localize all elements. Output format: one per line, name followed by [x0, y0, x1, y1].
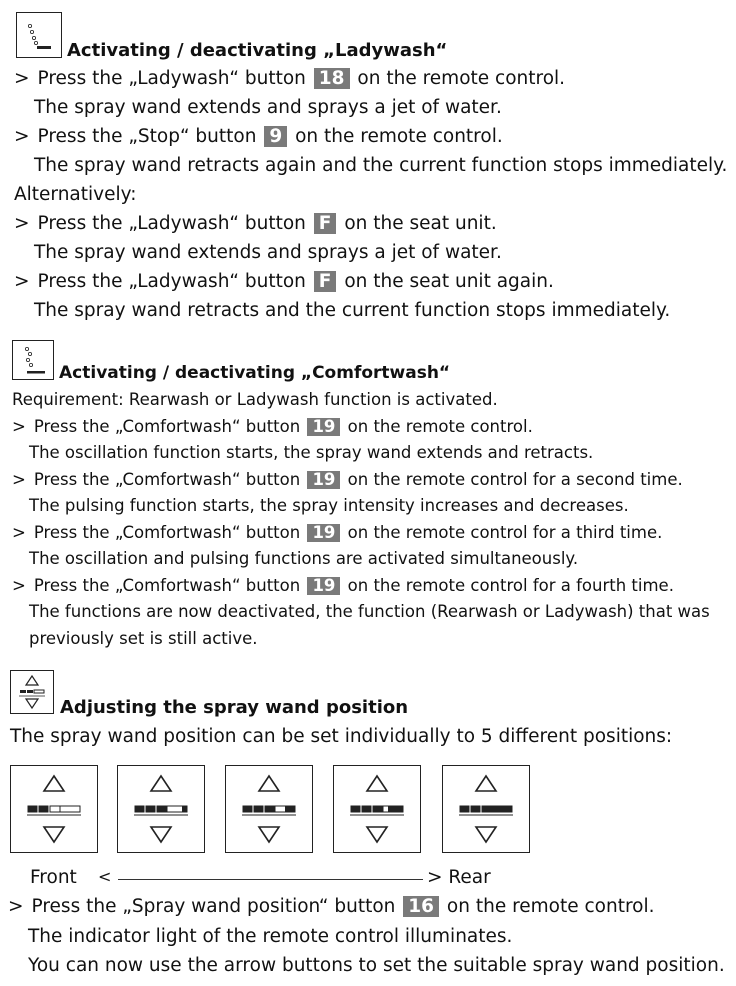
result-text: The oscillation function starts, the spray wand extends and retracts.	[29, 443, 594, 462]
instruction-step	[14, 271, 554, 292]
bullet-marker: >	[14, 68, 30, 89]
button-number-badge: 19	[307, 524, 340, 543]
spray-wand-position-2-box	[117, 765, 205, 853]
step-text: Press the „Ladywash“ button	[37, 68, 312, 89]
wand-bar-fill	[492, 806, 512, 812]
result-text: The indicator light of the remote control illuminates.	[28, 925, 513, 947]
button-number-badge: 19	[307, 418, 340, 437]
instruction-step	[14, 68, 565, 89]
step-text: Press the „Spray wand position“ button	[31, 896, 402, 917]
button-number-badge: 19	[307, 471, 340, 490]
result-text: The spray wand extends and sprays a jet of water.	[34, 97, 502, 118]
wand-segment	[460, 806, 469, 812]
step-text-suffix: on the remote control.	[441, 896, 655, 917]
wand-segment	[482, 806, 492, 812]
spray-wand-position-3-box	[225, 765, 313, 853]
wand-segment	[265, 806, 275, 812]
button-number-badge: F	[314, 213, 337, 234]
wand-segment	[157, 806, 167, 812]
position-indicator-icon	[334, 766, 420, 852]
position-indicator-icon	[226, 766, 312, 852]
bullet-marker: >	[14, 213, 30, 234]
step-text-suffix: on the remote control for a fourth time.	[342, 575, 674, 595]
step-text: Press the „Ladywash“ button	[37, 213, 312, 234]
result-text: The spray wand extends and sprays a jet of water.	[34, 242, 502, 263]
step-text: Press the „Stop“ button	[37, 126, 263, 147]
up-arrow-icon	[367, 776, 387, 791]
button-number-badge: 18	[314, 68, 350, 89]
bullet-marker: >	[12, 575, 26, 595]
wand-segment	[471, 806, 480, 812]
section-title-comfortwash: Activating / deactivating „Comfortwash“	[59, 363, 451, 383]
down-arrow-icon	[259, 827, 279, 842]
bullet-marker: >	[8, 896, 24, 917]
step-text: Press the „Comfortwash“ button	[33, 522, 306, 542]
button-number-badge: 19	[307, 577, 340, 596]
down-arrow-icon	[476, 827, 496, 842]
instruction-step	[8, 896, 655, 917]
step-text: Press the „Comfortwash“ button	[33, 575, 306, 595]
section-title-ladywash: Activating / deactivating „Ladywash“	[67, 40, 448, 61]
button-number-badge: F	[314, 271, 337, 292]
spray-wand-position-icon	[10, 670, 54, 714]
instruction-step	[12, 470, 683, 490]
instruction-step	[14, 213, 497, 234]
result-text: The spray wand retracts again and the current function stops immediately.	[34, 155, 728, 176]
section-title-spray-wand-position: Adjusting the spray wand position	[60, 697, 409, 718]
front-rear-scale-line	[118, 879, 423, 880]
wand-bar-fill	[388, 806, 403, 812]
step-text-suffix: on the remote control.	[289, 126, 503, 147]
spray-wand-position-1-box	[10, 765, 98, 853]
step-text: Press the „Comfortwash“ button	[33, 416, 306, 436]
wand-segment	[28, 806, 37, 812]
wand-segment	[254, 806, 263, 812]
wand-bar	[60, 806, 80, 812]
down-arrow-icon	[44, 827, 64, 842]
ladywash-icon	[16, 12, 62, 58]
position-indicator-icon	[11, 766, 97, 852]
position-indicator-icon	[118, 766, 204, 852]
bullet-marker: >	[14, 271, 30, 292]
wand-segment	[351, 806, 360, 812]
front-arrow: <	[98, 867, 112, 886]
step-text-suffix: on the remote control.	[342, 416, 533, 436]
instruction-step	[12, 523, 662, 543]
wand-segment	[135, 806, 144, 812]
bullet-marker: >	[14, 126, 30, 147]
step-text: Press the „Comfortwash“ button	[33, 469, 306, 489]
wand-segment	[50, 806, 60, 812]
instruction-step	[12, 417, 533, 437]
wand-segment	[39, 806, 48, 812]
step-text-suffix: on the remote control.	[351, 68, 566, 89]
bullet-marker: >	[12, 416, 26, 436]
position-indicator-icon	[443, 766, 529, 852]
wand-bar-fill	[285, 806, 295, 812]
rear-label: > Rear	[427, 867, 491, 888]
wand-segment	[362, 806, 371, 812]
result-text: The spray wand retracts and the current function stops immediately.	[34, 300, 671, 321]
spray-wand-position-5-box	[442, 765, 530, 853]
instruction-step	[14, 126, 503, 147]
comfortwash-icon	[12, 340, 54, 380]
plain-text: Alternatively:	[14, 184, 137, 205]
bullet-marker: >	[12, 469, 26, 489]
step-text-suffix: on the seat unit again.	[338, 271, 554, 292]
up-arrow-icon	[259, 776, 279, 791]
wand-segment	[243, 806, 252, 812]
up-arrow-icon	[44, 776, 64, 791]
step-text-suffix: on the seat unit.	[338, 213, 497, 234]
result-text: The functions are now deactivated, the function (Rearwash or Ladywash) that was	[29, 602, 710, 621]
step-text-suffix: on the remote control for a second time.	[342, 469, 683, 489]
up-arrow-icon	[476, 776, 496, 791]
button-number-badge: 16	[403, 896, 439, 917]
step-text: Press the „Ladywash“ button	[37, 271, 312, 292]
result-text: The oscillation and pulsing functions are activated simultaneously.	[29, 549, 579, 568]
wand-segment	[373, 806, 383, 812]
spray-wand-position-4-box	[333, 765, 421, 853]
spray-wand-intro: The spray wand position can be set individually to 5 different positions:	[10, 726, 673, 747]
down-arrow-icon	[151, 827, 171, 842]
step-text-suffix: on the remote control for a third time.	[342, 522, 663, 542]
front-label: Front	[30, 867, 77, 888]
up-arrow-icon	[151, 776, 171, 791]
result-text: previously set is still active.	[29, 628, 258, 648]
result-text: You can now use the arrow buttons to set the suitable spray wand position.	[28, 955, 725, 976]
down-arrow-icon	[367, 827, 387, 842]
result-text: The pulsing function starts, the spray intensity increases and decreases.	[29, 496, 629, 515]
wand-bar-fill	[182, 806, 187, 812]
bullet-marker: >	[12, 522, 26, 542]
instruction-step	[12, 576, 674, 596]
plain-text: Requirement: Rearwash or Ladywash function is activated.	[12, 390, 498, 409]
wand-segment	[146, 806, 155, 812]
button-number-badge: 9	[264, 126, 287, 147]
